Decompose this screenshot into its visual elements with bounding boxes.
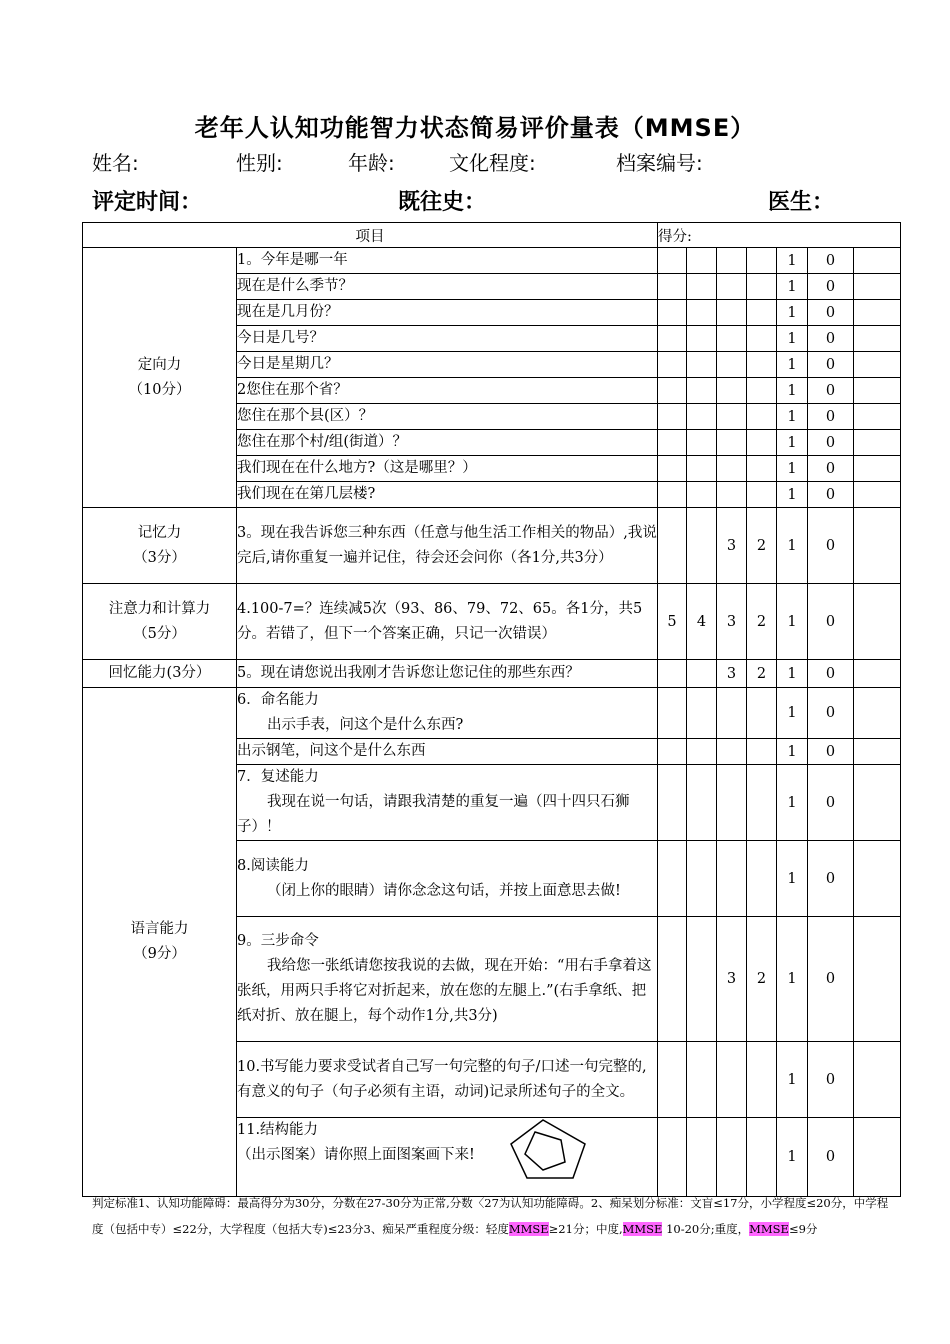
score-0: 0 bbox=[808, 765, 854, 841]
score-1: 1 bbox=[777, 765, 808, 841]
doctor-label: 医生： bbox=[768, 190, 835, 215]
item-naming: 6．命名能力 出示手表，问这个是什么东西? bbox=[237, 688, 658, 739]
item-place: 我们现在在什么地方?（这是哪里？） bbox=[237, 456, 658, 482]
score-2: 2 bbox=[747, 917, 777, 1042]
item-year: 1。今年是哪一年 bbox=[237, 248, 658, 274]
mmse-highlight: MMSE bbox=[622, 1222, 663, 1236]
table-row bbox=[83, 248, 901, 274]
score-1: 1 bbox=[777, 660, 808, 688]
category-attention: 注意力和计算力 （5分） bbox=[83, 584, 237, 660]
item-writing: 10.书写能力要求受试者自己写一句完整的句子/口述一句完整的,有意义的句子（句子必须有主语，动词)记录所述句子的全文。 bbox=[237, 1042, 658, 1118]
score-0: 0 bbox=[808, 456, 854, 482]
page-title: 老年人认知功能智力状态简易评价量表（MMSE） bbox=[194, 114, 756, 142]
score-1: 1 bbox=[777, 430, 808, 456]
mmse-highlight: MMSE bbox=[749, 1222, 789, 1236]
mmse-highlight: MMSE bbox=[508, 1222, 549, 1236]
table-row bbox=[83, 688, 901, 739]
score-0: 0 bbox=[808, 300, 854, 326]
header-score: 得分: bbox=[658, 223, 901, 248]
score-0: 0 bbox=[808, 274, 854, 300]
score-5: 5 bbox=[658, 584, 687, 660]
item-construction: 11.结构能力 （出示图案）请你照上面图案画下来! bbox=[237, 1118, 658, 1197]
score-1: 1 bbox=[777, 508, 808, 584]
header-row bbox=[83, 223, 901, 248]
pentagon-figure-icon bbox=[507, 1118, 589, 1182]
score-1: 1 bbox=[777, 1118, 808, 1197]
item-weekday: 今日是星期几？ bbox=[237, 352, 658, 378]
score-3: 3 bbox=[717, 917, 747, 1042]
record-no-label: 档案编号: bbox=[616, 151, 703, 175]
score-1: 1 bbox=[777, 274, 808, 300]
item-month: 现在是几月份？ bbox=[237, 300, 658, 326]
score-0: 0 bbox=[808, 378, 854, 404]
score-1: 1 bbox=[777, 404, 808, 430]
score-0: 0 bbox=[808, 404, 854, 430]
score-0: 0 bbox=[808, 917, 854, 1042]
score-1: 1 bbox=[777, 378, 808, 404]
item-season: 现在是什么季节？ bbox=[237, 274, 658, 300]
item-date: 今日是几号？ bbox=[237, 326, 658, 352]
score-1: 1 bbox=[777, 1042, 808, 1118]
item-floor: 我们现在在第几层楼? bbox=[237, 482, 658, 508]
score-1: 1 bbox=[777, 248, 808, 274]
score-0: 0 bbox=[808, 1118, 854, 1197]
item-reading: 8.阅读能力 （闭上你的眼睛）请你念念这句话，并按上面意思去做! bbox=[237, 841, 658, 917]
score-1: 1 bbox=[777, 584, 808, 660]
scoring-criteria-note: 判定标准1、认知功能障碍：最高得分为30分，分数在27-30分为正常,分数〈27为认知功能障碍。2、痴呆划分标准：文盲≤17分，小学程度≤20分，中学程度（包括中专）≤22分，大学程度（包括大专)≤23分3、痴呆严重程度分级：轻度MMSE≥21分；中度,MMSE 10-20分;重度，MMSE≤9分 bbox=[92, 1196, 889, 1236]
score-1: 1 bbox=[777, 326, 808, 352]
score-0: 0 bbox=[808, 688, 854, 739]
item-three-step-command: 9。三步命令 我给您一张纸请您按我说的去做，现在开始：“用右手拿着这张纸，用两只手将它对折起来，放在您的左腿上.”(右手拿纸、把纸对折、放在腿上，每个动作1分,共3分) bbox=[237, 917, 658, 1042]
score-1: 1 bbox=[777, 482, 808, 508]
category-language: 语言能力 （9分） bbox=[83, 688, 237, 1197]
score-3: 3 bbox=[717, 508, 747, 584]
category-memory: 记忆力 （3分） bbox=[83, 508, 237, 584]
table-row bbox=[83, 508, 901, 584]
history-label: 既往史： bbox=[398, 190, 487, 215]
score-0: 0 bbox=[808, 660, 854, 688]
item-village: 您住在那个村/组(街道）？ bbox=[237, 430, 658, 456]
category-recall: 回忆能力(3分） bbox=[83, 660, 237, 688]
score-0: 0 bbox=[808, 584, 854, 660]
score-1: 1 bbox=[777, 352, 808, 378]
score-0: 0 bbox=[808, 1042, 854, 1118]
score-0: 0 bbox=[808, 739, 854, 765]
item-repetition: 7．复述能力 我现在说一句话，请跟我清楚的重复一遍（四十四只石狮子）！ bbox=[237, 765, 658, 841]
score-0: 0 bbox=[808, 482, 854, 508]
score-2: 2 bbox=[747, 660, 777, 688]
age-label: 年龄: bbox=[348, 151, 395, 175]
item-serial-sevens: 4.100-7=？连续减5次（93、86、79、72、65。各1分，共5分。若错了，但下一个答案正确，只记一次错误） bbox=[237, 584, 658, 660]
score-0: 0 bbox=[808, 841, 854, 917]
score-1: 1 bbox=[777, 917, 808, 1042]
table-row bbox=[83, 660, 901, 688]
item-register: 3。现在我告诉您三种东西（任意与他生活工作相关的物品）,我说完后,请你重复一遍并记住，待会还会问你（各1分,共3分） bbox=[237, 508, 658, 584]
score-3: 3 bbox=[717, 584, 747, 660]
gender-label: 性别: bbox=[236, 151, 283, 175]
score-1: 1 bbox=[777, 456, 808, 482]
score-1: 1 bbox=[777, 300, 808, 326]
score-2: 2 bbox=[747, 584, 777, 660]
score-0: 0 bbox=[808, 508, 854, 584]
score-0: 0 bbox=[808, 352, 854, 378]
item-province: 2您住在那个省？ bbox=[237, 378, 658, 404]
table-row bbox=[83, 584, 901, 660]
score-2: 2 bbox=[747, 508, 777, 584]
eval-time-label: 评定时间： bbox=[92, 190, 203, 215]
item-county: 您住在那个县(区）？ bbox=[237, 404, 658, 430]
score-0: 0 bbox=[808, 430, 854, 456]
score-0: 0 bbox=[808, 326, 854, 352]
score-1: 1 bbox=[777, 688, 808, 739]
item-naming-pen: 出示钢笔，问这个是什么东西 bbox=[237, 739, 658, 765]
header-item: 项目 bbox=[83, 223, 658, 248]
score-4: 4 bbox=[687, 584, 717, 660]
score-0: 0 bbox=[808, 248, 854, 274]
score-3: 3 bbox=[717, 660, 747, 688]
category-orientation: 定向力 （10分） bbox=[83, 248, 237, 508]
education-label: 文化程度: bbox=[449, 151, 536, 175]
score-1: 1 bbox=[777, 841, 808, 917]
score-1: 1 bbox=[777, 739, 808, 765]
mmse-table bbox=[82, 222, 901, 1197]
item-recall: 5。现在请您说出我刚才告诉您让您记住的那些东西？ bbox=[237, 660, 658, 688]
name-label: 姓名: bbox=[92, 151, 139, 175]
